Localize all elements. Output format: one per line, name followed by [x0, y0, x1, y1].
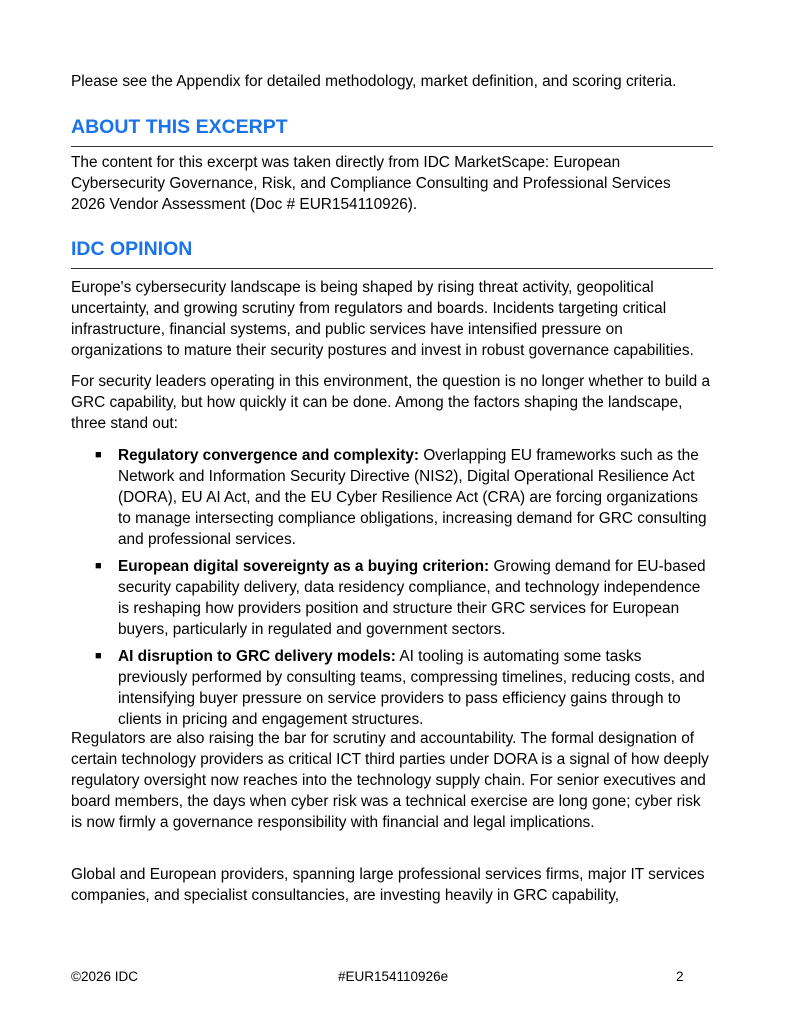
- list-item-title: AI disruption to GRC delivery models:: [118, 648, 396, 665]
- list-item-text: Overlapping EU frameworks such as the Network and Information Security Directive (NIS2), Digital Operational Resilience Act (DORA), EU AI Act, and the EU Cyber Resilience Act (CRA) are forcing organizations to manage intersecting compliance obligations, increasing demand for GRC consulting and professional services.: [118, 447, 707, 548]
- intro-paragraph: Please see the Appendix for detailed methodology, market definition, and scoring criteria.: [71, 73, 677, 90]
- about-excerpt-heading: ABOUT THIS EXCERPT: [71, 115, 713, 147]
- factors-list: [71, 445, 713, 736]
- square-bullet-icon: ■: [95, 650, 102, 662]
- footer-copyright: ©2026 IDC: [71, 969, 138, 984]
- opinion-paragraph-4: Global and European providers, spanning large professional services firms, major IT services companies, and specialist consultancies, are investing heavily in GRC capability,: [71, 866, 705, 904]
- list-item-title: Regulatory convergence and complexity:: [118, 447, 420, 464]
- list-item-text: Growing demand for EU-based security capability delivery, data residency compliance, and technology independence is reshaping how providers position and structure their GRC services for European buyers, particularly in regulated and government sectors.: [118, 558, 706, 638]
- square-bullet-icon: ■: [95, 560, 102, 572]
- footer-page-number: 2: [676, 969, 684, 984]
- list-item: [71, 445, 713, 550]
- opinion-paragraph-2: For security leaders operating in this environment, the question is no longer whether to build a GRC capability, but how quickly it can be done. Among the factors shaping the landscape, three stand out:: [71, 373, 711, 432]
- list-item-text: AI tooling is automating some tasks previously performed by consulting teams, compressing timelines, reducing costs, and intensifying buyer pressure on service providers to pass efficiency gains through to clients in pricing and engagement structures.: [118, 648, 705, 728]
- opinion-paragraph-3: Regulators are also raising the bar for scrutiny and accountability. The formal designation of certain technology providers as critical ICT third parties under DORA is a signal of how deeply regulatory oversight now reaches into the technology supply chain. For senior executives and board members, the days when cyber risk was a technical exercise are long gone; cyber risk is now firmly a governance responsibility with financial and legal implications.: [71, 730, 709, 831]
- square-bullet-icon: ■: [95, 449, 102, 461]
- about-excerpt-paragraph: The content for this excerpt was taken directly from IDC MarketScape: European Cybersecurity Governance, Risk, and Compliance Consulting and Professional Services 2026 Vendor Assessment (Doc # EUR154110926).: [71, 154, 671, 213]
- list-item: [71, 646, 713, 730]
- footer-document-id: #EUR154110926e: [338, 969, 449, 984]
- opinion-paragraph-1: Europe's cybersecurity landscape is being shaped by rising threat activity, geopolitical uncertainty, and growing scrutiny from regulators and boards. Incidents targeting critical infrastructure, financial systems, and public services have intensified pressure on organizations to mature their security postures and invest in robust governance capabilities.: [71, 279, 694, 359]
- idc-opinion-heading: IDC OPINION: [71, 237, 713, 269]
- list-item-title: European digital sovereignty as a buying criterion:: [118, 558, 490, 575]
- list-item: [71, 556, 713, 640]
